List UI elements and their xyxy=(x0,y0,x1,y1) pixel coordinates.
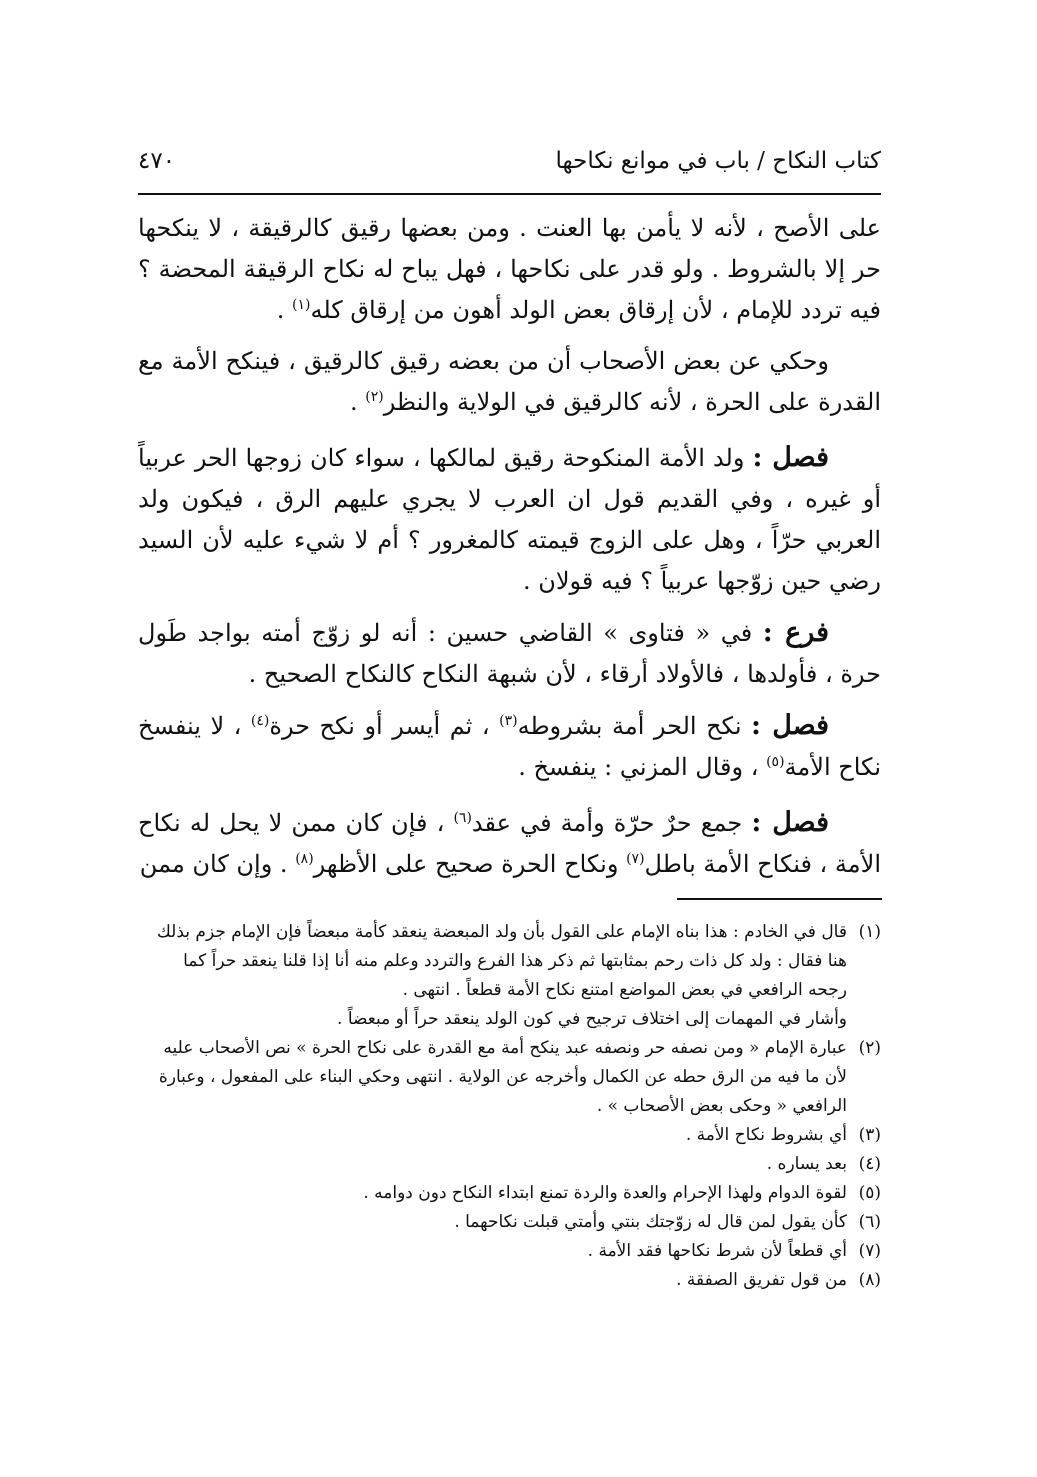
footnote-ref: (٨) xyxy=(295,851,314,867)
footnote-text: عبارة الإمام « ومن نصفه حر ونصفه عبد ينكح أمة مع القدرة على نكاح الحرة » نص الأصحاب عليه لأن ما فيه من الرق حطه عن الكمال وأخرجه عن الولاية . انتهى وحكي البناء على المفعول ، وعبارة الرافعي « وحكى بعض الأصحاب » . xyxy=(158,1038,847,1116)
header-rule xyxy=(138,193,881,195)
footnote-ref: (٥) xyxy=(766,754,785,770)
footnote-6 xyxy=(138,1208,881,1237)
footnote-7 xyxy=(138,1237,881,1266)
footnote-text: بعد يساره . xyxy=(766,1154,847,1174)
footnote-text: من قول تفريق الصفقة . xyxy=(676,1270,847,1290)
footnote-text: كأن يقول لمن قال له زوّجتك بنتي وأمتي قبلت نكاحهما . xyxy=(454,1212,847,1232)
section-paragraph: فصل : نكح الحر أمة بشروطه$^{(٣)}$ ، ثم أيسر أو نكح حرة$^{(٤)}$ ، لا ينفسخ نكاح الأمة$^{(٥)}$ ، وقال المزني : ينفسخ . xyxy=(138,710,881,781)
branch-paragraph: فرع : في « فتاوى » القاضي حسين : أنه لو زوّج أمته بواجد طَول حرة ، فأولدها ، فالأولاد أرقاء ، لأن شبهة النكاح كالنكاح الصحيح . xyxy=(138,617,881,688)
footnote-ref: (٧) xyxy=(626,851,645,867)
footnote-number: (١) xyxy=(858,922,881,942)
footnote-8 xyxy=(138,1266,881,1295)
branch-keyword: فرع : xyxy=(762,617,829,648)
footnote-number: (٤) xyxy=(858,1154,881,1174)
footnote-number: (٨) xyxy=(858,1270,881,1290)
footnote-text: أي قطعاً لأن شرط نكاحها فقد الأمة . xyxy=(587,1241,847,1261)
section-paragraph: فصل : جمع حرٌ حرّة وأمة في عقد$^{(٦)}$ ، فإن كان ممن لا يحل له نكاح الأمة ، فنكاح الأمة باطل$^{(٧)}$ ونكاح الحرة صحيح على الأظهر$^{(٨)}$ . وإن كان ممن xyxy=(138,807,881,878)
footnote-2 xyxy=(138,1034,881,1121)
footnote-3 xyxy=(138,1121,881,1150)
footnote-number: (٧) xyxy=(858,1241,881,1261)
paragraph: على الأصح ، لأنه لا يأمن بها العنت . ومن بعضها رقيق كالرقيقة ، لا ينكحها حر إلا بالشروط . ولو قدر على نكاحها ، فهل يباح له نكاح الرقيقة المحضة ؟ فيه تردد للإمام ، لأن إرقاق بعض الولد أهون من إرقاق كله$^{(١)}$ . xyxy=(138,214,881,324)
running-header xyxy=(138,148,881,188)
footnote-5 xyxy=(138,1179,881,1208)
footnote-ref: (١) xyxy=(292,297,311,313)
footnote-number: (٦) xyxy=(858,1212,881,1232)
footnotes xyxy=(138,918,881,1295)
section-keyword: فصل : xyxy=(751,710,830,741)
footnote-1 xyxy=(138,918,881,1034)
footnote-ref: (٦) xyxy=(453,810,472,826)
footnote-text: أي بشروط نكاح الأمة . xyxy=(685,1125,847,1145)
footnote-4 xyxy=(138,1150,881,1179)
footnote-ref: (٢) xyxy=(365,389,384,405)
footnote-number: (٢) xyxy=(858,1038,881,1058)
chapter-title: كتاب النكاح / باب في موانع نكاحها xyxy=(555,148,881,174)
footnote-number: (٣) xyxy=(858,1125,881,1145)
section-paragraph: فصل : ولد الأمة المنكوحة رقيق لمالكها ، سواء كان زوجها الحر عربياً أو غيره ، وفي القديم قول ان العرب لا يجري عليهم الرق ، فيكون ولد العربي حرّاً ، وهل على الزوج قيمته كالمغرور ؟ أم لا شيء عليه لأن السيد رضي حين زوّجها عربياً ؟ فيه قولان . xyxy=(138,442,881,595)
main-text xyxy=(138,208,881,895)
footnote-number: (٥) xyxy=(858,1183,881,1203)
section-keyword: فصل : xyxy=(752,442,829,473)
section-keyword: فصل : xyxy=(751,807,829,838)
footnote-ref: (٤) xyxy=(250,713,270,729)
paragraph: وحكي عن بعض الأصحاب أن من بعضه رقيق كالرقيق ، فينكح الأمة مع القدرة على الحرة ، لأنه كالرقيق في الولاية والنظر$^{(٢)}$ . xyxy=(138,347,881,416)
footnote-text: لقوة الدوام ولهذا الإحرام والعدة والردة تمنع ابتداء النكاح دون دوامه . xyxy=(363,1183,847,1203)
page-number: ٤٧٠ xyxy=(138,148,176,174)
footnote-ref: (٣) xyxy=(499,713,518,729)
footnote-text: قال في الخادم : هذا بناه الإمام على القول بأن ولد المبعضة ينعقد كأمة مبعضاً فإن الإمام جزم بذلك هنا فقال : ولد كل ذات رحم بمثابتها ثم ذكر هذا الفرع والتردد وعلم منه أنا إذا قلنا ينعقد حراً كما رجحه الرافعي في بعض المواضع امتنع نكاح الأمة قطعاً . انتهى . وأشار في المهمات إلى اختلاف ترجيح في كون الولد ينعقد حراً أو مبعضاً . xyxy=(156,922,847,1029)
footnote-separator xyxy=(677,898,882,900)
